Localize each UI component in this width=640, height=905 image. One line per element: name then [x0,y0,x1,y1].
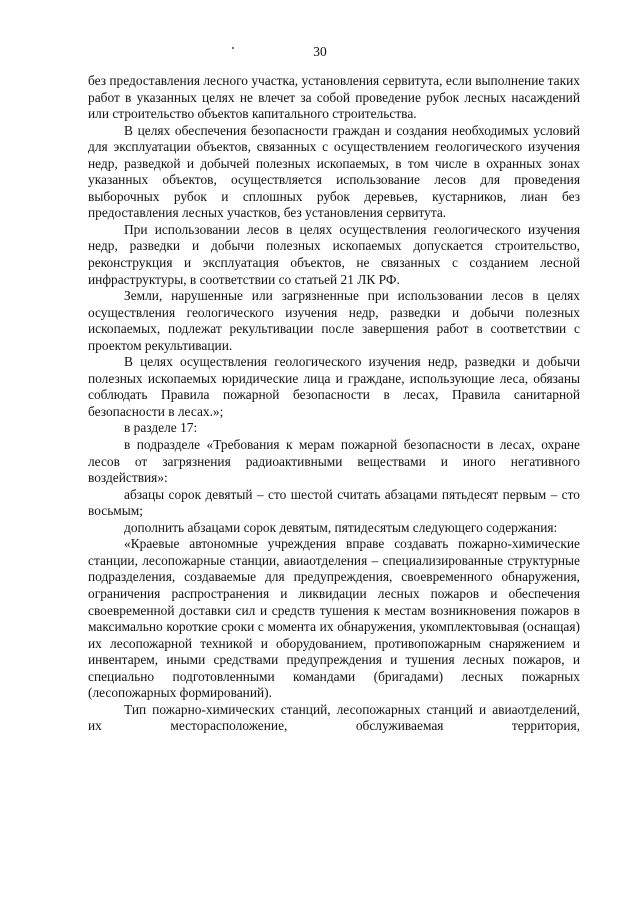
paragraph: Тип пожарно-химических станций, лесопожарных станций и авиаотделений, их месторасположение, обслуживаемая территория, [88,701,580,734]
paragraph: в разделе 17: [124,420,198,436]
document-body [88,73,580,735]
paragraph: в подразделе «Требования к мерам пожарной безопасности в лесах, охране лесов от загрязнения радиоактивными веществами и иного негативного воздействия»: [88,437,580,486]
paragraph: В целях обеспечения безопасности граждан и создания необходимых условий для эксплуатации объектов, связанных с осуществлением геологического изучения недр, разведкой и добычей полезных ископаемых, в том числе в охранных зонах указанных объектов, осуществляется использование лесов для проведения выборочных рубок и сплошных рубок деревьев, кустарников, лиан без предоставления лесных участков, без установления сервитута. [88,122,580,221]
paragraph: Земли, нарушенные или загрязненные при использовании лесов в целях осуществления геологического изучения недр, разведки и добычи полезных ископаемых, подлежат рекультивации после завершения работ в соответствии с проектом рекультивации. [88,288,580,353]
paragraph: При использовании лесов в целях осуществления геологического изучения недр, разведки и добычи полезных ископаемых допускается строительство, реконструкция и эксплуатация объектов, не связанных с созданием лесной инфраструктуры, в соответствии со статьей 21 ЛК РФ. [88,221,580,287]
paragraph: абзацы сорок девятый – сто шестой считать абзацами пятьдесят первым – сто восьмым; [88,486,580,519]
paragraph: без предоставления лесного участка, установления сервитута, если выполнение таких работ в указанных целях не влечет за собой проведение рубок лесных насаждений или строительство объектов капитального строительства. [88,73,580,122]
paragraph: дополнить абзацами сорок девятым, пятидесятым следующего содержания: [124,519,558,535]
paragraph: В целях осуществления геологического изучения недр, разведки и добычи полезных ископаемых юридические лица и граждане, использующие леса, обязаны соблюдать Правила пожарной безопасности в лесах, Правила санитарной безопасности в лесах.»; [88,354,580,419]
paragraph: «Краевые автономные учреждения вправе создавать пожарно-химические станции, лесопожарные станции, авиаотделения – специализированные структурные подразделения, создаваемые для предупреждения, своевременного обнаружения, ограничения распространения и ликвидации лесных пожаров и обеспечения своевременной доставки сил и средств тушения к местам возникновения пожаров в максимально короткие сроки с момента их обнаружения, укомплектовывая (оснащая) их лесопожарной техникой и оборудованием, противопожарным снаряжением и инвентарем, иными средствами предупреждения и тушения лесных пожаров, и специально подготовленными командами (бригадами) лесных пожарных (лесопожарных формирований). [88,536,580,701]
page-number: 30 [313,44,327,59]
scan-speck [232,47,234,49]
